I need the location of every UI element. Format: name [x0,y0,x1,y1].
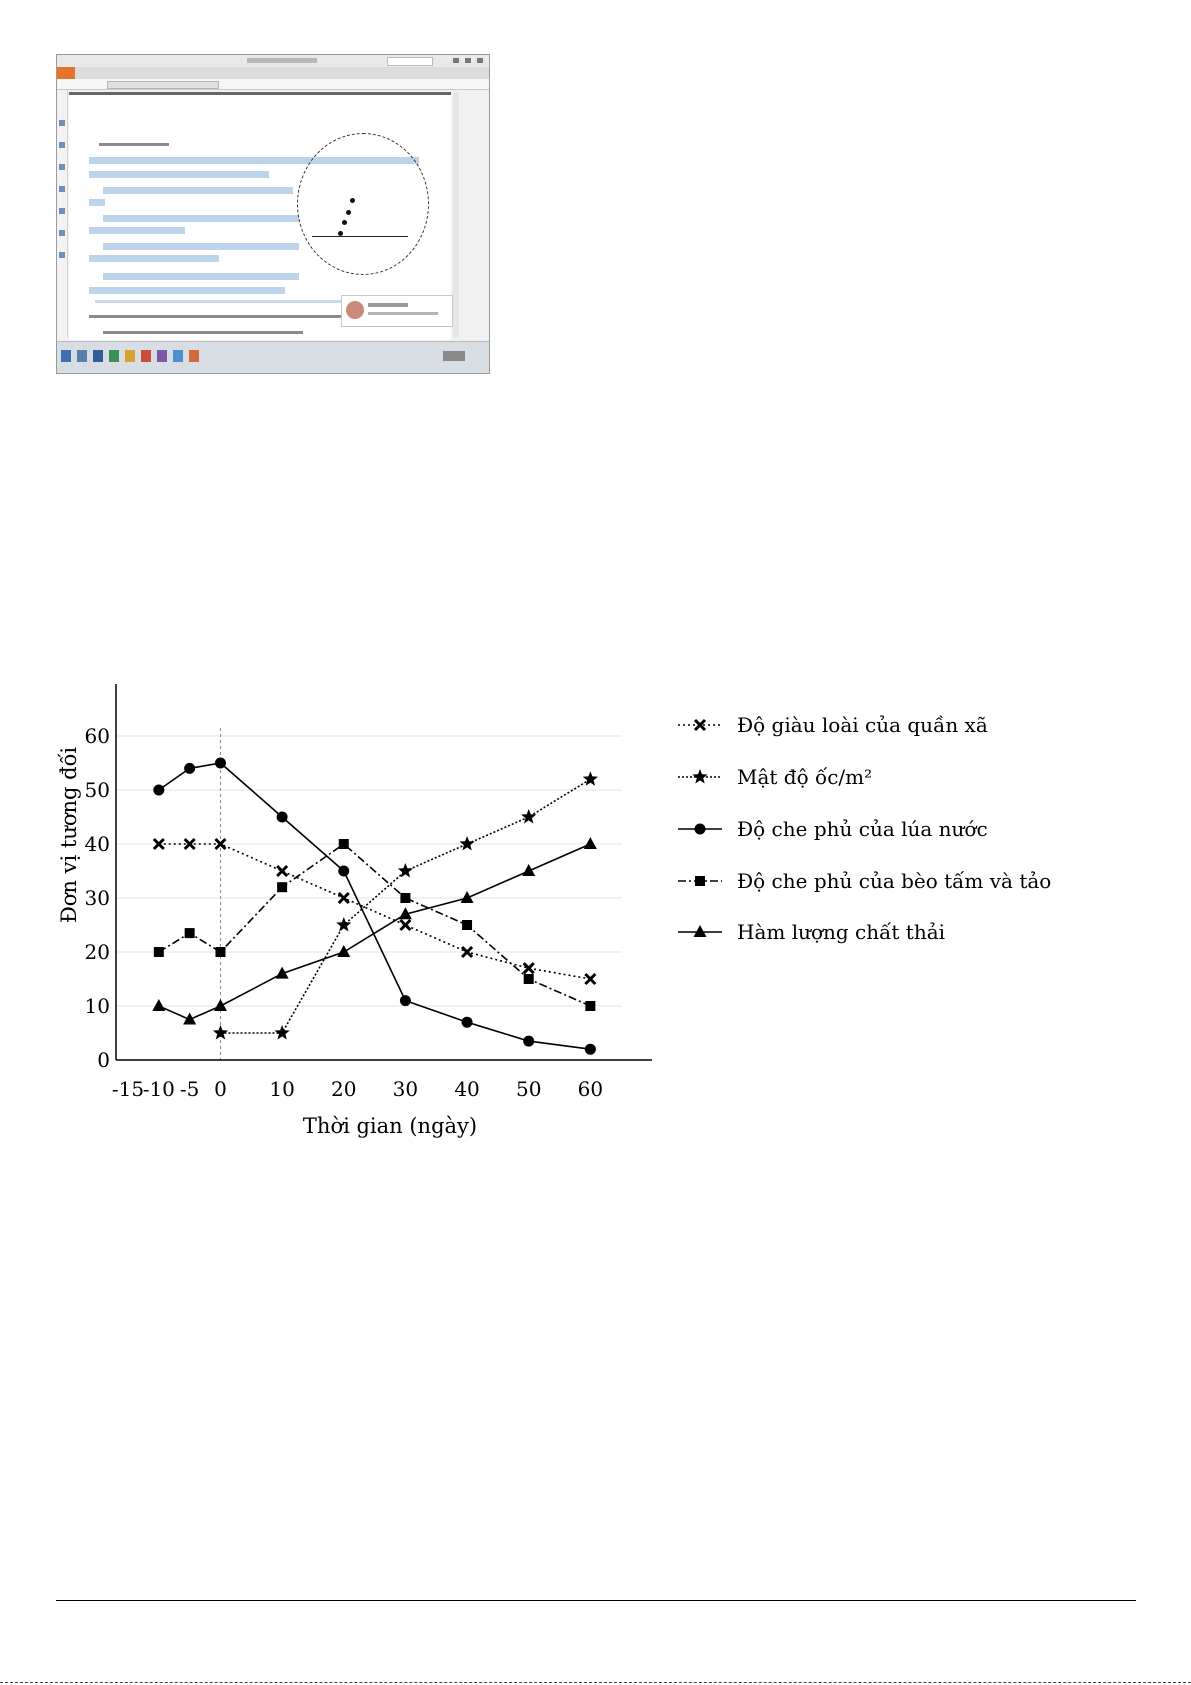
y-tick-label: 10 [84,994,110,1018]
data-point-circle [695,824,706,835]
x-tick-label: 10 [269,1077,295,1101]
data-point-triangle [183,1013,196,1025]
legend [678,713,1051,944]
data-point-triangle [461,891,474,903]
x-tick-label: 0 [214,1077,227,1101]
data-point-star [275,1025,290,1040]
y-tick-label: 20 [84,940,110,964]
data-point-star [336,917,351,932]
legend-item [678,765,872,789]
footer-rule [56,1600,1136,1601]
x-tick-label: 20 [331,1077,357,1101]
legend-item [678,817,988,841]
y-tick-labels [85,724,110,1072]
data-point-triangle [694,925,707,937]
x-tick-labels [112,1077,603,1101]
x-tick-label: -5 [179,1077,200,1101]
series-markers [152,758,598,1055]
y-tick-label: 50 [84,778,110,802]
data-point-square [462,920,472,930]
x-tick-label: -10 [142,1077,175,1101]
data-point-square [585,1001,595,1011]
data-point-circle [215,758,226,769]
data-point-square [154,947,164,957]
data-point-square [215,947,225,957]
data-point-circle [462,1017,473,1028]
legend-item [678,869,1051,893]
data-point-x [400,920,410,930]
data-point-circle [523,1036,534,1047]
x-tick-label: 40 [454,1077,480,1101]
page-edge [0,1682,1191,1684]
x-axis-label: Thời gian (ngày) [302,1114,478,1138]
legend-label: Hàm lượng chất thải [737,920,946,944]
y-axis-label: Đơn vị tương đối [57,746,81,924]
data-point-triangle [152,999,165,1011]
legend-label: Mật độ ốc/m² [737,765,873,789]
x-tick-label: 30 [392,1077,419,1101]
data-point-star [460,836,475,851]
data-point-square [185,928,195,938]
data-point-square [277,882,287,892]
x-tick-label: -15 [111,1077,145,1101]
data-point-star [213,1025,228,1040]
data-point-star [521,809,536,824]
data-point-circle [184,763,195,774]
legend-item [678,713,988,737]
series-line-2 [221,779,591,1033]
legend-label: Độ giàu loài của quần xã [737,713,988,737]
data-point-triangle [337,945,350,957]
data-point-circle [338,866,349,877]
x-tick-label: 50 [515,1077,542,1101]
y-tick-label: 40 [84,832,110,856]
legend-label: Độ che phủ của lúa nước [737,817,988,841]
data-point-square [339,839,349,849]
data-point-square [695,876,705,886]
data-point-square [400,893,410,903]
series-markers-5 [152,837,597,1025]
data-point-circle [585,1044,596,1055]
data-point-triangle [214,999,227,1011]
data-point-x [524,963,534,973]
series-line-1 [159,844,591,979]
data-point-star [692,769,707,784]
data-point-circle [277,812,288,823]
x-tick-label: 60 [577,1077,604,1101]
data-point-circle [153,785,164,796]
y-tick-label: 0 [97,1048,110,1072]
data-point-star [583,771,598,786]
legend-item [678,920,945,944]
data-point-circle [400,995,411,1006]
data-point-square [524,974,534,984]
data-point-x [585,974,595,984]
grid-lines [116,736,622,1006]
y-tick-label: 60 [84,724,110,748]
y-tick-label: 30 [84,886,110,910]
data-point-triangle [584,837,597,849]
legend-label: Độ che phủ của bèo tấm và tảo [737,869,1052,893]
data-point-x [277,866,287,876]
data-point-triangle [522,864,535,876]
